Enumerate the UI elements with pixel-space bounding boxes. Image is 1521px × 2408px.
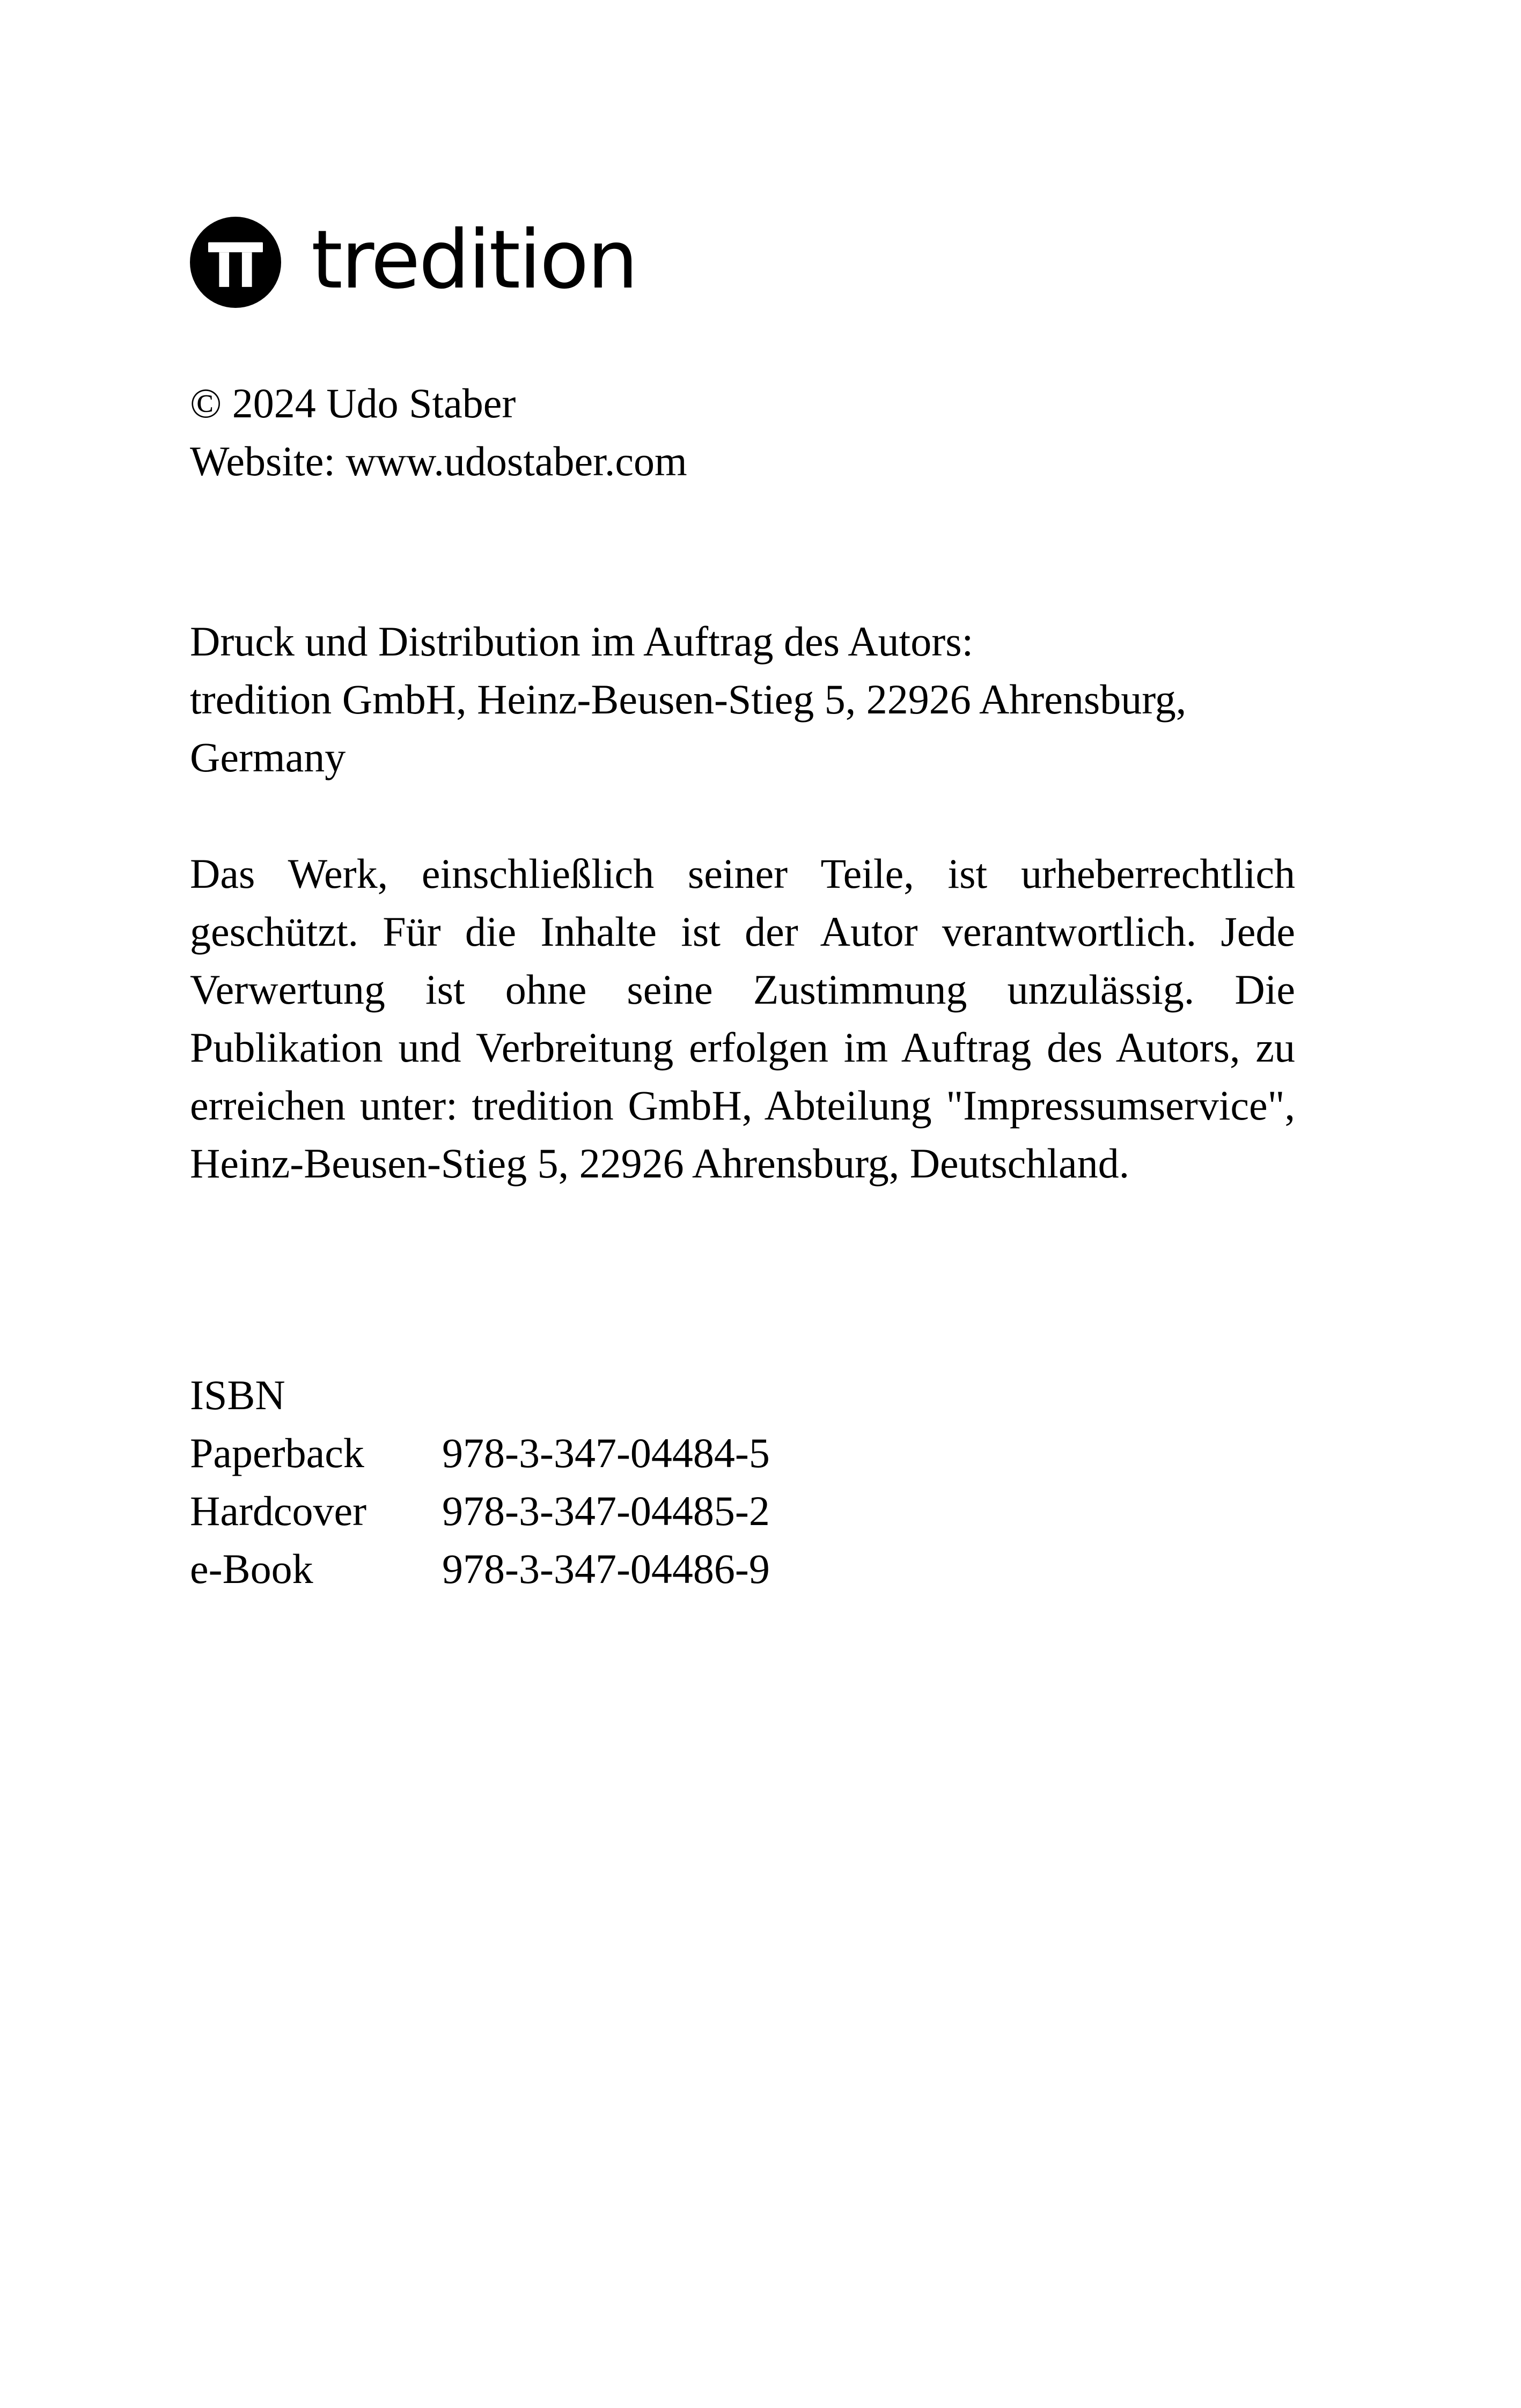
isbn-number: 978-3-347-04484-5 (442, 1430, 770, 1476)
distribution-line-2: tredition GmbH, Heinz-Beusen-Stieg 5, 22926 Ahrensburg, (190, 676, 1187, 723)
distribution-block (190, 613, 1295, 786)
publisher-logo (190, 213, 637, 308)
website-line: Website: www.udostaber.com (190, 438, 687, 484)
isbn-row (190, 1540, 1295, 1598)
isbn-row (190, 1482, 1295, 1540)
publisher-wordmark: tredition (311, 213, 637, 307)
isbn-format: Paperback (190, 1430, 364, 1476)
legal-notice-text: Das Werk, einschließlich seiner Teile, ist urheberrechtlich geschützt. Für die Inhalte ist der Autor verantwortlich. Jede Verwertung ist ohne seine Zustimmung unzulässig. Die Publikation und Verbreitung erfolgen im Auftrag des Autors, zu erreichen unter: tredition GmbH, Abteilung "Impressumservice", Heinz-Beusen-Stieg 5, 22926 Ahrensburg, Deutschland. (190, 850, 1295, 1187)
copyright-line: © 2024 Udo Staber (190, 380, 516, 426)
isbn-format: e-Book (190, 1545, 313, 1592)
distribution-line-1: Druck und Distribution im Auftrag des Autors: (190, 618, 974, 665)
isbn-number: 978-3-347-04485-2 (442, 1487, 770, 1534)
copyright-block (190, 374, 1295, 490)
distribution-line-3: Germany (190, 734, 346, 780)
svg-text:T: T (234, 270, 237, 272)
tredition-logo-icon (190, 217, 281, 308)
isbn-row (190, 1424, 1295, 1482)
isbn-block (190, 1366, 1295, 1598)
isbn-number: 978-3-347-04486-9 (442, 1545, 770, 1592)
legal-notice (190, 845, 1295, 1192)
isbn-heading: ISBN (190, 1372, 285, 1418)
isbn-format: Hardcover (190, 1487, 367, 1534)
